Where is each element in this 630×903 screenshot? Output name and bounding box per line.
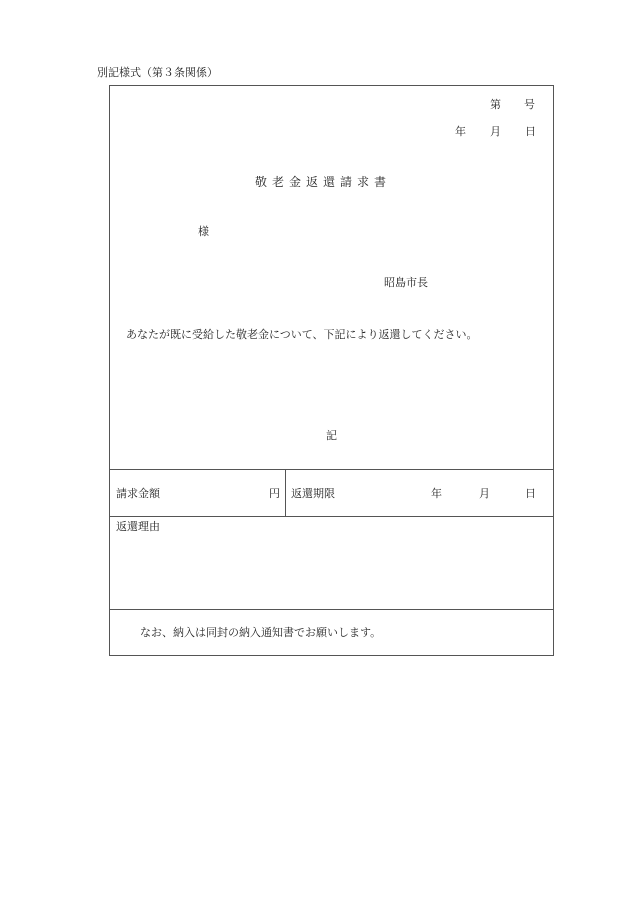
form-frame xyxy=(109,85,554,656)
document-title: 敬老金返還請求書 xyxy=(255,175,392,189)
deadline-day-label: 日 xyxy=(525,487,536,500)
issuer-name: 昭島市長 xyxy=(384,276,428,289)
table-top-divider xyxy=(110,469,553,470)
deadline-label: 返還期限 xyxy=(291,487,335,500)
deadline-year-label: 年 xyxy=(431,487,442,500)
deadline-month-label: 月 xyxy=(479,487,490,500)
amount-label: 請求金額 xyxy=(116,487,160,500)
addressee-suffix: 様 xyxy=(198,225,209,238)
reason-label: 返還理由 xyxy=(116,520,160,533)
date-month-label: 月 xyxy=(490,125,501,138)
number-prefix: 第 xyxy=(490,98,501,111)
ki-heading: 記 xyxy=(326,429,337,442)
number-suffix: 号 xyxy=(524,98,535,111)
body-text: あなたが既に受給した敬老金について、下記により返還してください。 xyxy=(126,328,478,341)
date-year-label: 年 xyxy=(455,125,466,138)
reason-row-divider xyxy=(110,516,553,517)
amount-unit: 円 xyxy=(269,487,280,500)
date-day-label: 日 xyxy=(525,125,536,138)
form-caption: 別記様式（第３条関係） xyxy=(97,66,218,79)
table-column-divider xyxy=(285,469,286,516)
closing-row-divider xyxy=(110,609,553,610)
closing-note: なお、納入は同封の納入通知書でお願いします。 xyxy=(140,626,382,639)
